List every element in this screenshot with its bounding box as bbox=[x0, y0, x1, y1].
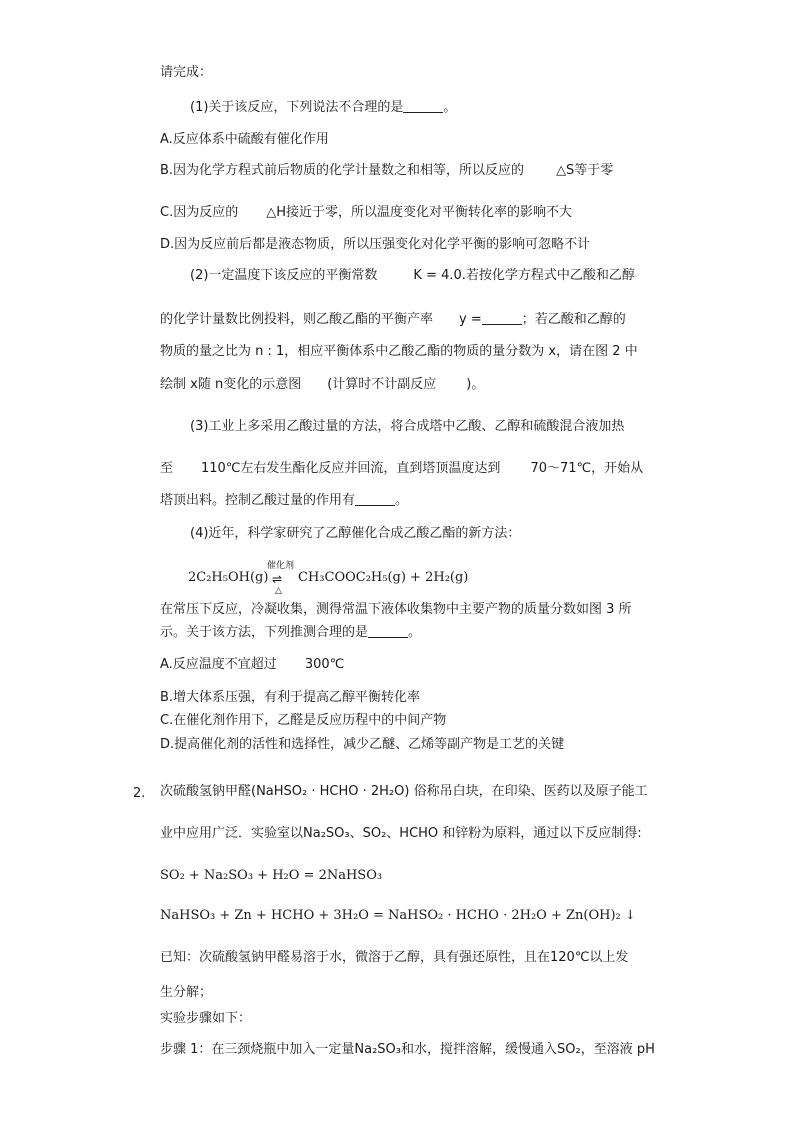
q1-option-a: A.反应体系中硫酸有催化作用 bbox=[160, 132, 329, 147]
q1-option-d: D.因为反应前后都是液态物质，所以压强变化对化学平衡的影响可忽略不计 bbox=[160, 237, 591, 252]
q1-option-c-tail: △H接近于零，所以温度变化对平衡转化率的影响不大 bbox=[266, 205, 572, 220]
p2-line2: 业中应用广泛．实验室以Na₂SO₃、SO₂、HCHO 和锌粉为原料，通过以下反应制得: bbox=[160, 826, 642, 841]
intro-text: 请完成： bbox=[160, 65, 213, 80]
q2-line4-c: )。 bbox=[466, 377, 485, 392]
known-line2: 生分解； bbox=[160, 985, 213, 1000]
q2-line3: 物质的量之比为 n : 1，相应平衡体系中乙酸乙酯的物质的量分数为 x，请在图 2 中 bbox=[160, 344, 638, 359]
q4-option-b: B.增大体系压强，有利于提高乙醇平衡转化率 bbox=[160, 690, 421, 705]
q2-line1-b: K = 4.0.若按化学方程式中乙酸和乙醇 bbox=[413, 268, 635, 283]
answer-blank bbox=[355, 493, 395, 506]
q2-line4-a: 绘制 x随 n变化的示意图 bbox=[160, 377, 302, 392]
q1-stem bbox=[190, 99, 456, 117]
q4-option-d: D.提高催化剂的活性和选择性，减少乙醚、乙烯等副产物是工艺的关键 bbox=[160, 737, 565, 752]
q1-stem-end: 。 bbox=[443, 100, 457, 115]
steps-heading: 实验步骤如下： bbox=[160, 1011, 252, 1026]
q4-option-c: C.在催化剂作用下，乙醛是反应历程中的中间产物 bbox=[160, 713, 447, 728]
reaction-lhs: 2C₂H₅OH(g) bbox=[188, 570, 269, 585]
q2-line2-a: 的化学计量数比例投料，则乙酸乙酯的平衡产率 bbox=[160, 312, 434, 327]
problem-number: 2. bbox=[133, 786, 146, 801]
q2-line2 bbox=[160, 311, 626, 329]
reaction-rhs: CH₃COOC₂H₅(g) + 2H₂(g) bbox=[298, 570, 469, 585]
step-1: 步骤 1：在三颈烧瓶中加入一定量Na₂SO₃和水，搅拌溶解，缓慢通入SO₂，至溶液 pH bbox=[160, 1042, 655, 1057]
q4-line3-b: 。 bbox=[408, 625, 422, 640]
q4-option-a-temp: 300℃ bbox=[304, 657, 345, 672]
q2-line1-a: (2)一定温度下该反应的平衡常数 bbox=[190, 268, 378, 283]
q2-line4-b: (计算时不计副反应 bbox=[327, 377, 437, 392]
equation-1: SO₂ + Na₂SO₃ + H₂O = 2NaHSO₃ bbox=[160, 868, 383, 883]
q3-line3 bbox=[160, 492, 408, 510]
q4-option-a-text: A.反应温度不宜超过 bbox=[160, 657, 277, 672]
reversible-arrow: ⇌ bbox=[272, 572, 283, 586]
q4-option-a bbox=[160, 656, 344, 674]
q3-line2-c: 70～71℃，开始从 bbox=[530, 461, 644, 476]
q1-option-c-text: C.因为反应的 bbox=[160, 205, 239, 220]
p2-line1: 次硫酸氢钠甲醛(NaHSO₂ · HCHO · 2H₂O) 俗称吊白块，在印染、医药以及原子能工 bbox=[160, 784, 648, 799]
q3-line3-b: 。 bbox=[395, 493, 409, 508]
q2-line2-b: y = bbox=[459, 312, 482, 327]
q1-option-b-text: B.因为化学方程式前后物质的化学计量数之和相等，所以反应的 bbox=[160, 163, 525, 178]
q1-option-b-tail: △S等于零 bbox=[556, 163, 614, 178]
equation-2: NaHSO₃ + Zn + HCHO + 3H₂O = NaHSO₂ · HCHO · 2H₂O + Zn(OH)₂ ↓ bbox=[160, 908, 636, 923]
q1-option-c bbox=[160, 204, 572, 222]
answer-blank bbox=[482, 312, 522, 325]
q1-stem-text: (1)关于该反应，下列说法不合理的是 bbox=[190, 100, 404, 115]
q3-line2-b: 110℃左右发生酯化反应并回流，直到塔顶温度达到 bbox=[201, 461, 501, 476]
q4-line2: 在常压下反应，冷凝收集，测得常温下液体收集物中主要产物的质量分数如图 3 所 bbox=[160, 602, 632, 617]
q2-line2-c: ；若乙酸和乙醇的 bbox=[521, 312, 626, 327]
q2-line4 bbox=[160, 376, 484, 394]
q4-line3 bbox=[160, 624, 421, 642]
answer-blank bbox=[368, 625, 408, 638]
q3-line3-a: 塔顶出料。控制乙酸过量的作用有 bbox=[160, 493, 356, 508]
q3-line2 bbox=[160, 460, 643, 478]
q4-line3-a: 示。关于该方法，下列推测合理的是 bbox=[160, 625, 369, 640]
q1-option-b bbox=[160, 162, 613, 180]
q2-line1 bbox=[190, 267, 635, 285]
answer-blank bbox=[403, 100, 443, 113]
q4-line1: (4)近年，科学家研究了乙醇催化合成乙酸乙酯的新方法： bbox=[190, 526, 521, 541]
reaction-condition-heat: △ bbox=[275, 586, 282, 596]
q3-line1: (3)工业上多采用乙酸过量的方法，将合成塔中乙酸、乙醇和硫酸混合液加热 bbox=[190, 419, 625, 434]
q3-line2-a: 至 bbox=[160, 461, 174, 476]
reaction-condition-catalyst: 催化剂 bbox=[267, 561, 295, 571]
known-line1: 已知：次硫酸氢钠甲醛易溶于水，微溶于乙醇，具有强还原性，且在120℃以上发 bbox=[160, 950, 629, 965]
